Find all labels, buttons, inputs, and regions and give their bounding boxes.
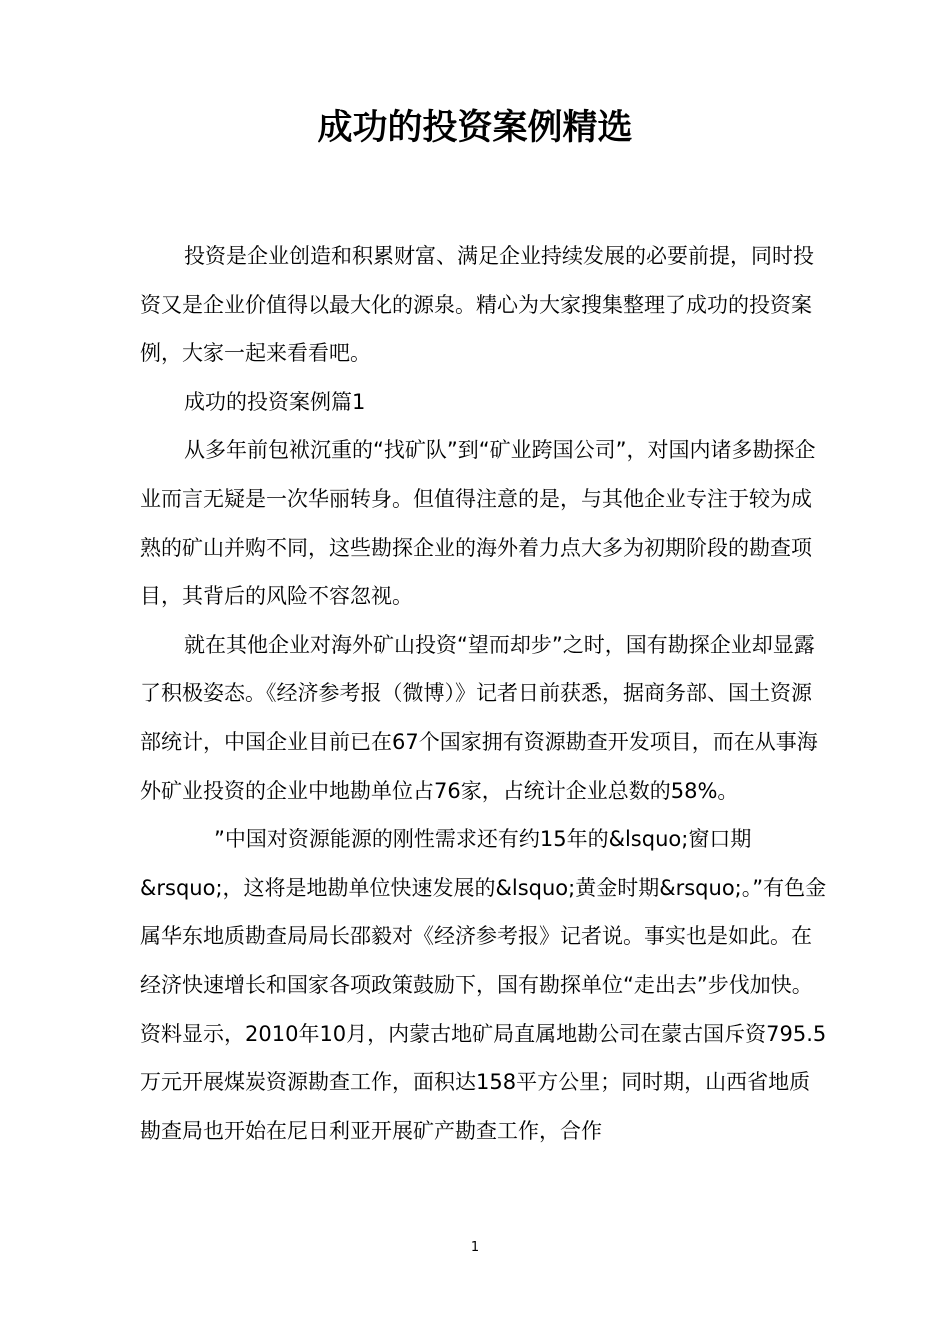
body-paragraph: ”中国对资源能源的刚性需求还有约15年的&lsquo;窗口期&rsquo;，这将是地勘单位快速发展的&lsquo;黄金时期&rsquo;。”有色金属华东地质勘查局局长邵毅对《经济参考报》记者说。事实也是如此。在经济快速增长和国家各项政策鼓励下，国有勘探单位“走出去”步伐加快。资料显示，2010年10月，内蒙古地矿局直属地勘公司在蒙古国斥资795.5万元开展煤炭资源勘查工作，面积达158平方公里；同时期，山西省地质勘查局也开始在尼日利亚开展矿产勘查工作，合作	[140, 827, 827, 1143]
section-heading: 成功的投资案例篇1	[184, 389, 366, 414]
document-body	[140, 232, 830, 1155]
page-number: 1	[470, 1240, 480, 1255]
body-paragraph: 从多年前包袱沉重的“找矿队”到“矿业跨国公司”，对国内诸多勘探企业而言无疑是一次华丽转身。但值得注意的是，与其他企业专注于较为成熟的矿山并购不同，这些勘探企业的海外着力点大多为初期阶段的勘查项目，其背后的风险不容忽视。	[140, 438, 816, 609]
intro-paragraph: 投资是企业创造和积累财富、满足企业持续发展的必要前提，同时投资又是企业价值得以最大化的源泉。精心为大家搜集整理了成功的投资案例，大家一起来看看吧。	[140, 244, 814, 366]
document-title: 成功的投资案例精选	[317, 108, 633, 148]
body-paragraph: 就在其他企业对海外矿山投资“望而却步”之时，国有勘探企业却显露了积极姿态。《经济参考报（微博）》记者日前获悉，据商务部、国土资源部统计，中国企业目前已在67个国家拥有资源勘查开发项目，而在从事海外矿业投资的企业中地勘单位占76家，占统计企业总数的58%。	[140, 632, 818, 803]
